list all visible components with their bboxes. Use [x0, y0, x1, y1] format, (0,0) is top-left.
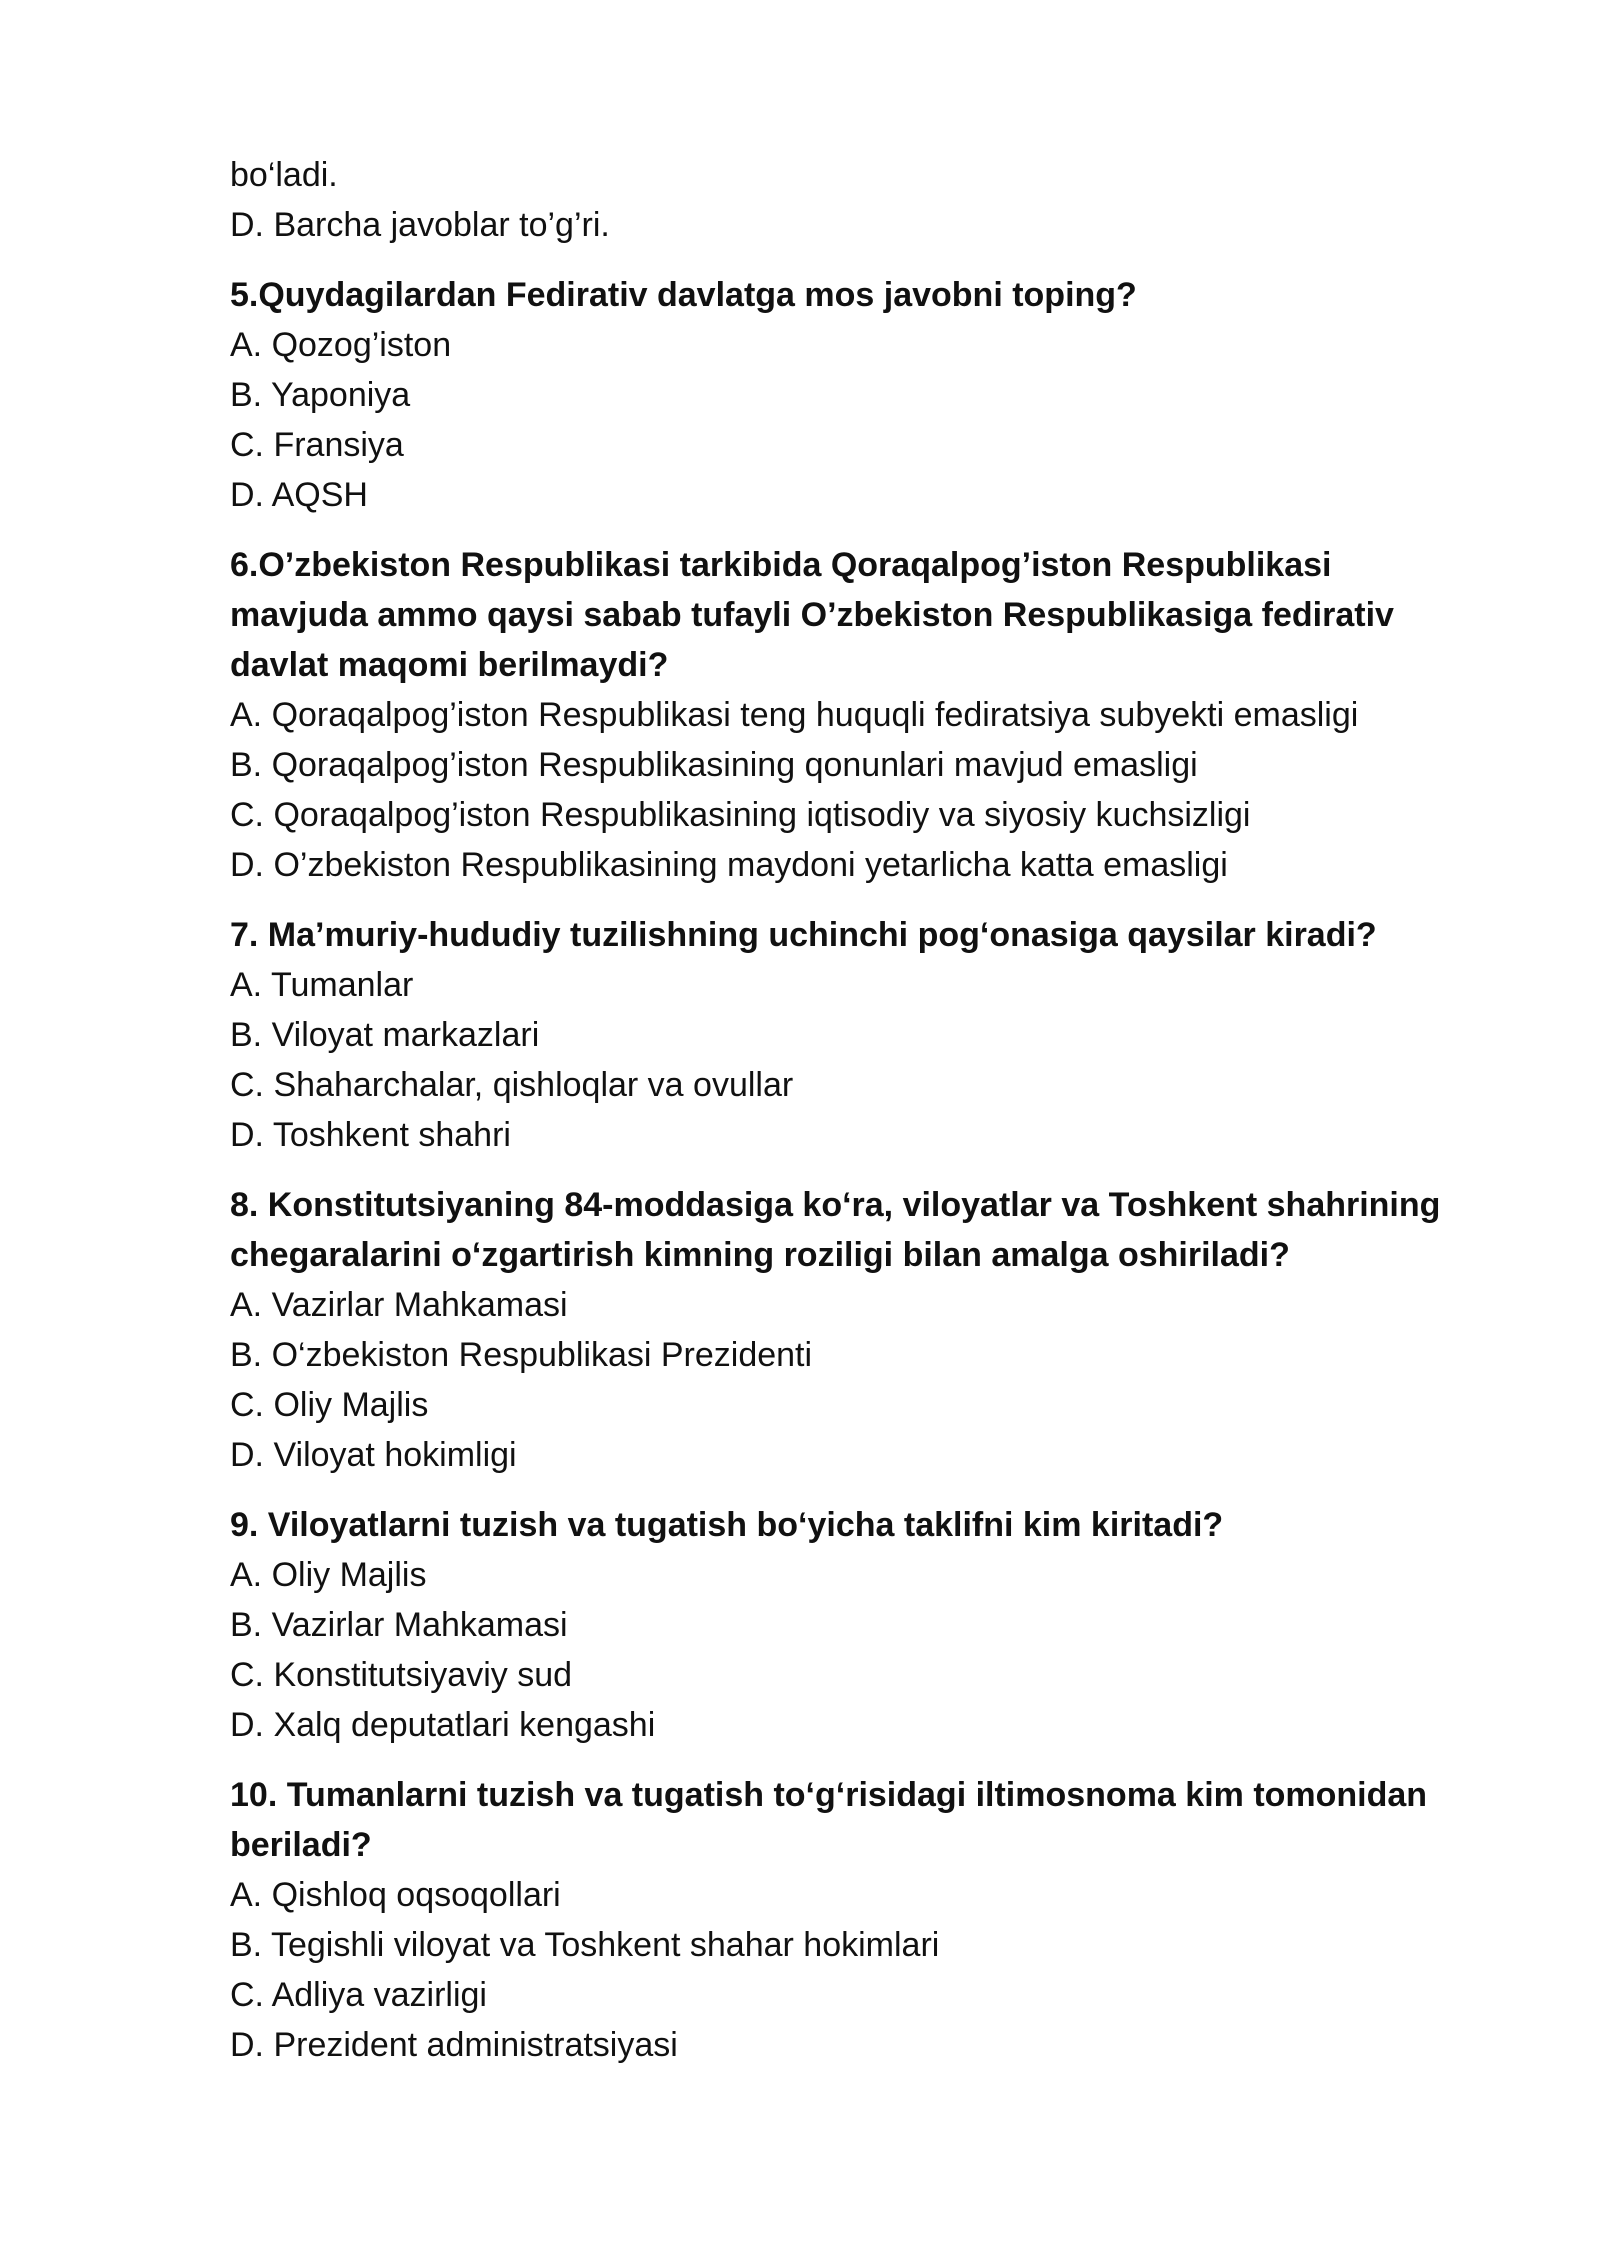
question-text: 9. Viloyatlarni tuzish va tugatish bo‘yicha taklifni kim kiritadi? [230, 1506, 1224, 1544]
option-a: A. Qozog’iston [230, 326, 452, 364]
question-text: 7. Ma’muriy-hududiy tuzilishning uchinchi pog‘onasiga qaysilar kiradi? [230, 916, 1377, 954]
option-c: C. Fransiya [230, 426, 404, 464]
option-d: D. Xalq deputatlari kengashi [230, 1706, 656, 1744]
question-5 [230, 270, 1460, 520]
option-c: C. Adliya vazirligi [230, 1976, 487, 2014]
option-a: A. Vazirlar Mahkamasi [230, 1286, 568, 1324]
answer-options [230, 1550, 1460, 1750]
question-6 [230, 540, 1460, 890]
option-a: A. Qoraqalpog’iston Respublikasi teng huquqli fediratsiya subyekti emasligi [230, 696, 1359, 734]
option-a: A. Qishloq oqsoqollari [230, 1876, 561, 1914]
option-c: C. Shaharchalar, qishloqlar va ovullar [230, 1066, 794, 1104]
answer-options [230, 690, 1460, 890]
question-10 [230, 1770, 1460, 2070]
option-d: D. Prezident administratsiyasi [230, 2026, 678, 2064]
question-text: 8. Konstitutsiyaning 84-moddasiga ko‘ra, viloyatlar va Toshkent shahrining chegaralarini o‘zgartirish kimning roziligi bilan amalga oshiriladi? [230, 1186, 1441, 1274]
option-d: D. Viloyat hokimligi [230, 1436, 517, 1474]
question-9 [230, 1500, 1460, 1750]
option-c: C. Konstitutsiyaviy sud [230, 1656, 573, 1694]
question-7 [230, 910, 1460, 1160]
option-a: A. Oliy Majlis [230, 1556, 427, 1594]
question-text: 5.Quydagilardan Fedirativ davlatga mos javobni toping? [230, 276, 1137, 314]
option-d: D. Toshkent shahri [230, 1116, 511, 1154]
option-d: D. AQSH [230, 476, 368, 514]
answer-options [230, 960, 1460, 1160]
answer-options [230, 1870, 1460, 2070]
question-text: 6.O’zbekiston Respublikasi tarkibida Qoraqalpog’iston Respublikasi mavjuda ammo qaysi sabab tufayli O’zbekiston Respublikasiga fedirativ davlat maqomi berilmaydi? [230, 546, 1394, 684]
option-c: C. Oliy Majlis [230, 1386, 429, 1424]
option-b: B. Qoraqalpog’iston Respublikasining qonunlari mavjud emasligi [230, 746, 1198, 784]
option-b: B. Tegishli viloyat va Toshkent shahar hokimlari [230, 1926, 940, 1964]
option-d: D. O’zbekiston Respublikasining maydoni yetarlicha katta emasligi [230, 846, 1228, 884]
option-b: B. O‘zbekiston Respublikasi Prezidenti [230, 1336, 813, 1374]
continuation-line: bo‘ladi. [230, 156, 338, 194]
answer-options [230, 320, 1460, 520]
option-b: B. Vazirlar Mahkamasi [230, 1606, 568, 1644]
option-a: A. Tumanlar [230, 966, 414, 1004]
document-page [230, 150, 1460, 2070]
answer-options [230, 1280, 1460, 1480]
option-b: B. Yaponiya [230, 376, 411, 414]
option-d: D. Barcha javoblar to’g’ri. [230, 206, 610, 244]
option-c: C. Qoraqalpog’iston Respublikasining iqtisodiy va siyosiy kuchsizligi [230, 796, 1251, 834]
question-8 [230, 1180, 1460, 1480]
option-b: B. Viloyat markazlari [230, 1016, 540, 1054]
question-text: 10. Tumanlarni tuzish va tugatish to‘g‘risidagi iltimosnoma kim tomonidan beriladi? [230, 1776, 1428, 1864]
previous-question-tail [230, 150, 1460, 250]
